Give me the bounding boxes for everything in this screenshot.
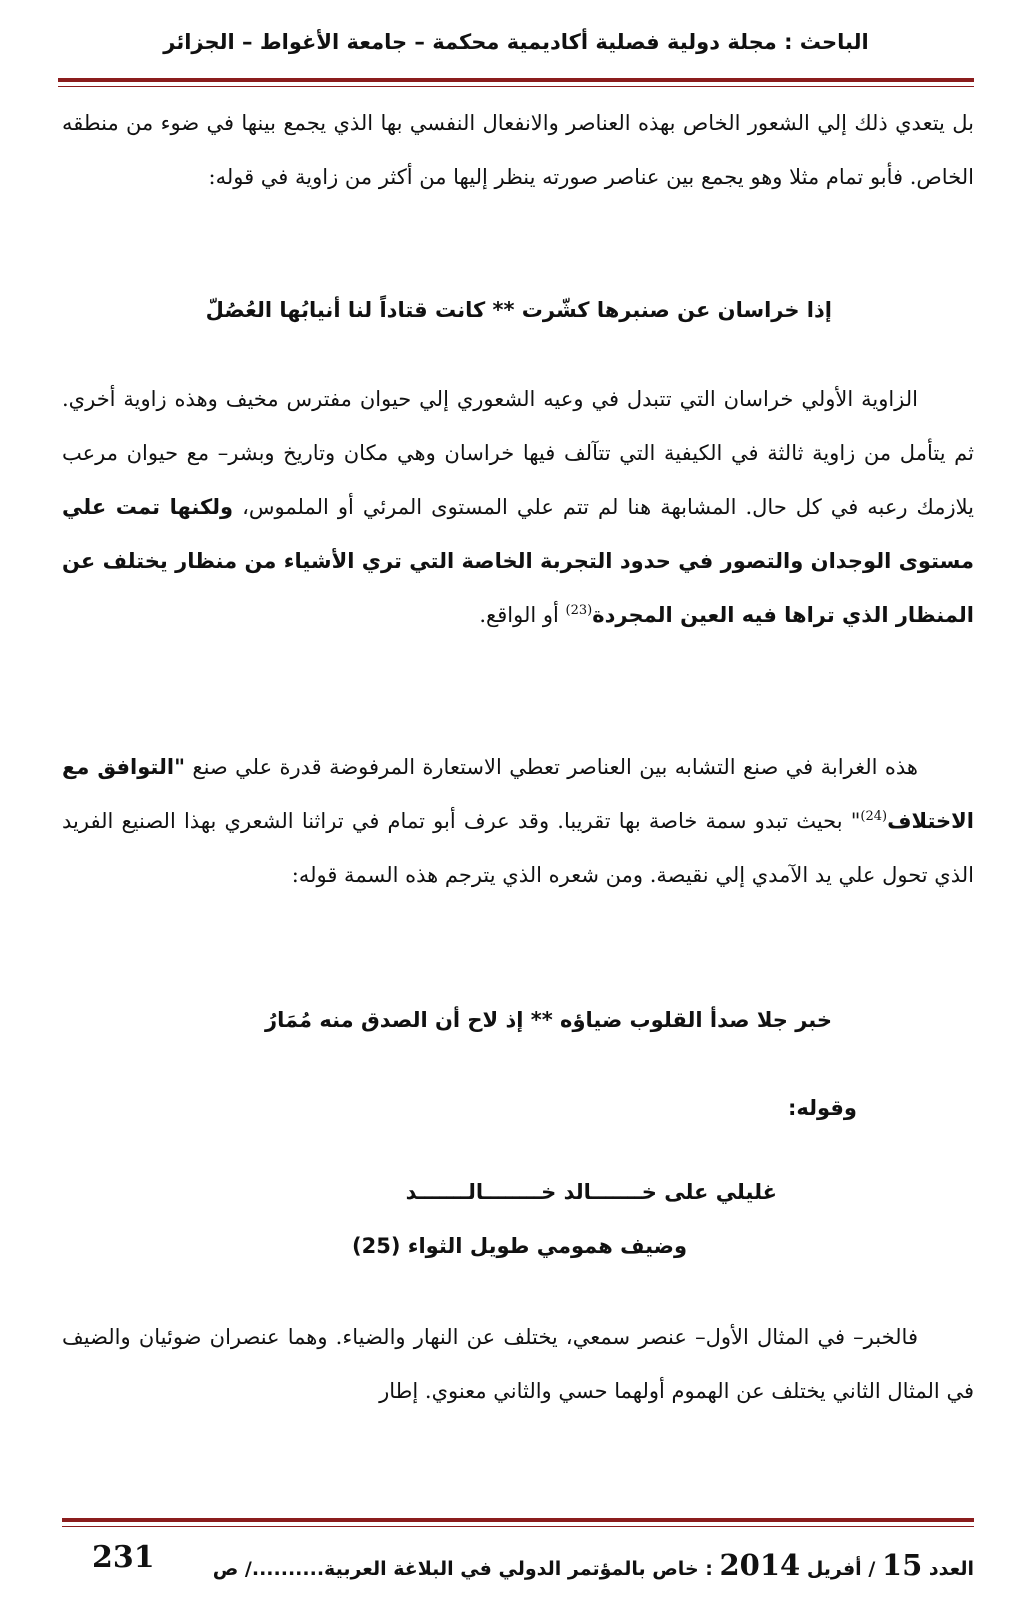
paragraph-1-text: بل يتعدي ذلك إلي الشعور الخاص بهذه العناصر والانفعال النفسي بها الذي يجمع بينها في ضوء من منطقه الخاص. فأبو تمام مثلا وهو يجمع بين عناصر صورته ينظر إليها من أكثر من زاوية في قوله:: [62, 111, 974, 189]
paragraph-1: [62, 96, 974, 204]
footer-issue-line: [213, 1548, 974, 1582]
paragraph-3-bold: "التوافق مع الاختلاف: [62, 755, 974, 833]
paragraph-2: [62, 372, 974, 642]
footer-issue-label: العدد: [928, 1558, 974, 1580]
paragraph-4: [62, 1310, 974, 1418]
page-number: 231: [92, 1540, 155, 1575]
paragraph-2-text: الزاوية الأولي خراسان التي تتبدل في وعيه الشعوري إلي حيوان مفترس مخيف وهذه زاوية أخري. ثم يتأمل من زاوية ثالثة في الكيفية التي تتآلف فيها خراسان وهي مكان وتاريخ وبشر– مع حيوان مرعب يلازمك رعبه في كل حال. المشابهة هنا لم تتم علي المستوى المرئي أو الملموس،: [62, 387, 974, 519]
footer-issue-number: 15: [881, 1548, 923, 1582]
footer-year: 2014: [719, 1548, 801, 1582]
footer-special: : خاص بالمؤتمر الدولي في البلاغة العربية........../ ص: [212, 1558, 713, 1580]
verse-1: إذا خراسان عن صنبرها كشّرت ** كانت قتاداً لنا أنيابُها العُصُلّ: [205, 298, 832, 322]
page-footer: [62, 1540, 974, 1584]
verse-3-line-2: وضيف همومي طويل الثواء (25): [352, 1234, 687, 1258]
footer-rule-thick: [62, 1518, 974, 1522]
footnote-ref-23: (23): [565, 603, 593, 618]
paragraph-4-text: فالخبر– في المثال الأول– عنصر سمعي، يختلف عن النهار والضياء. وهما عنصران ضوئيان والضيف في المثال الثاني يختلف عن الهموم أولهما حسي والثاني معنوي. إطار: [62, 1325, 974, 1403]
verse-2: خبر جلا صدأ القلوب ضياؤه ** إذ لاح أن الصدق منه مُمَارُ: [264, 1008, 832, 1032]
footnote-ref-24: (24): [860, 809, 888, 824]
paragraph-3-text-a: هذه الغرابة في صنع التشابه بين العناصر تعطي الاستعارة المرفوضة قدرة علي صنع: [185, 755, 918, 779]
header-rule-thin: [58, 86, 974, 87]
verse-3-line-1: غليلي على خـــــــالد خــــــــالـــــــد: [405, 1180, 777, 1204]
paragraph-3-text-b: " بحيث تبدو سمة خاصة بها تقريبا. وقد عرف أبو تمام في تراثنا الشعري بهذا الصنيع الفريد الذي تحول علي يد الآمدي إلي نقيصة. ومن شعره الذي يترجم هذه السمة قوله:: [62, 809, 974, 887]
footer-month: أفريل: [806, 1558, 862, 1580]
paragraph-3: [62, 740, 974, 902]
running-header: الباحث : مجلة دولية فصلية أكاديمية محكمة – جامعة الأغواط – الجزائر: [163, 30, 869, 54]
paragraph-2-tail: أو الواقع.: [479, 603, 566, 627]
footer-separator: /: [868, 1558, 876, 1580]
label-waqawluh: وقوله:: [788, 1096, 857, 1120]
footer-rule-thin: [62, 1526, 974, 1527]
header-rule-thick: [58, 78, 974, 82]
paragraph-2-bold: ولكنها تمت علي مستوى الوجدان والتصور في حدود التجربة الخاصة التي تري الأشياء من منظار يختلف عن المنظار الذي تراها فيه العين المجردة: [62, 495, 974, 627]
